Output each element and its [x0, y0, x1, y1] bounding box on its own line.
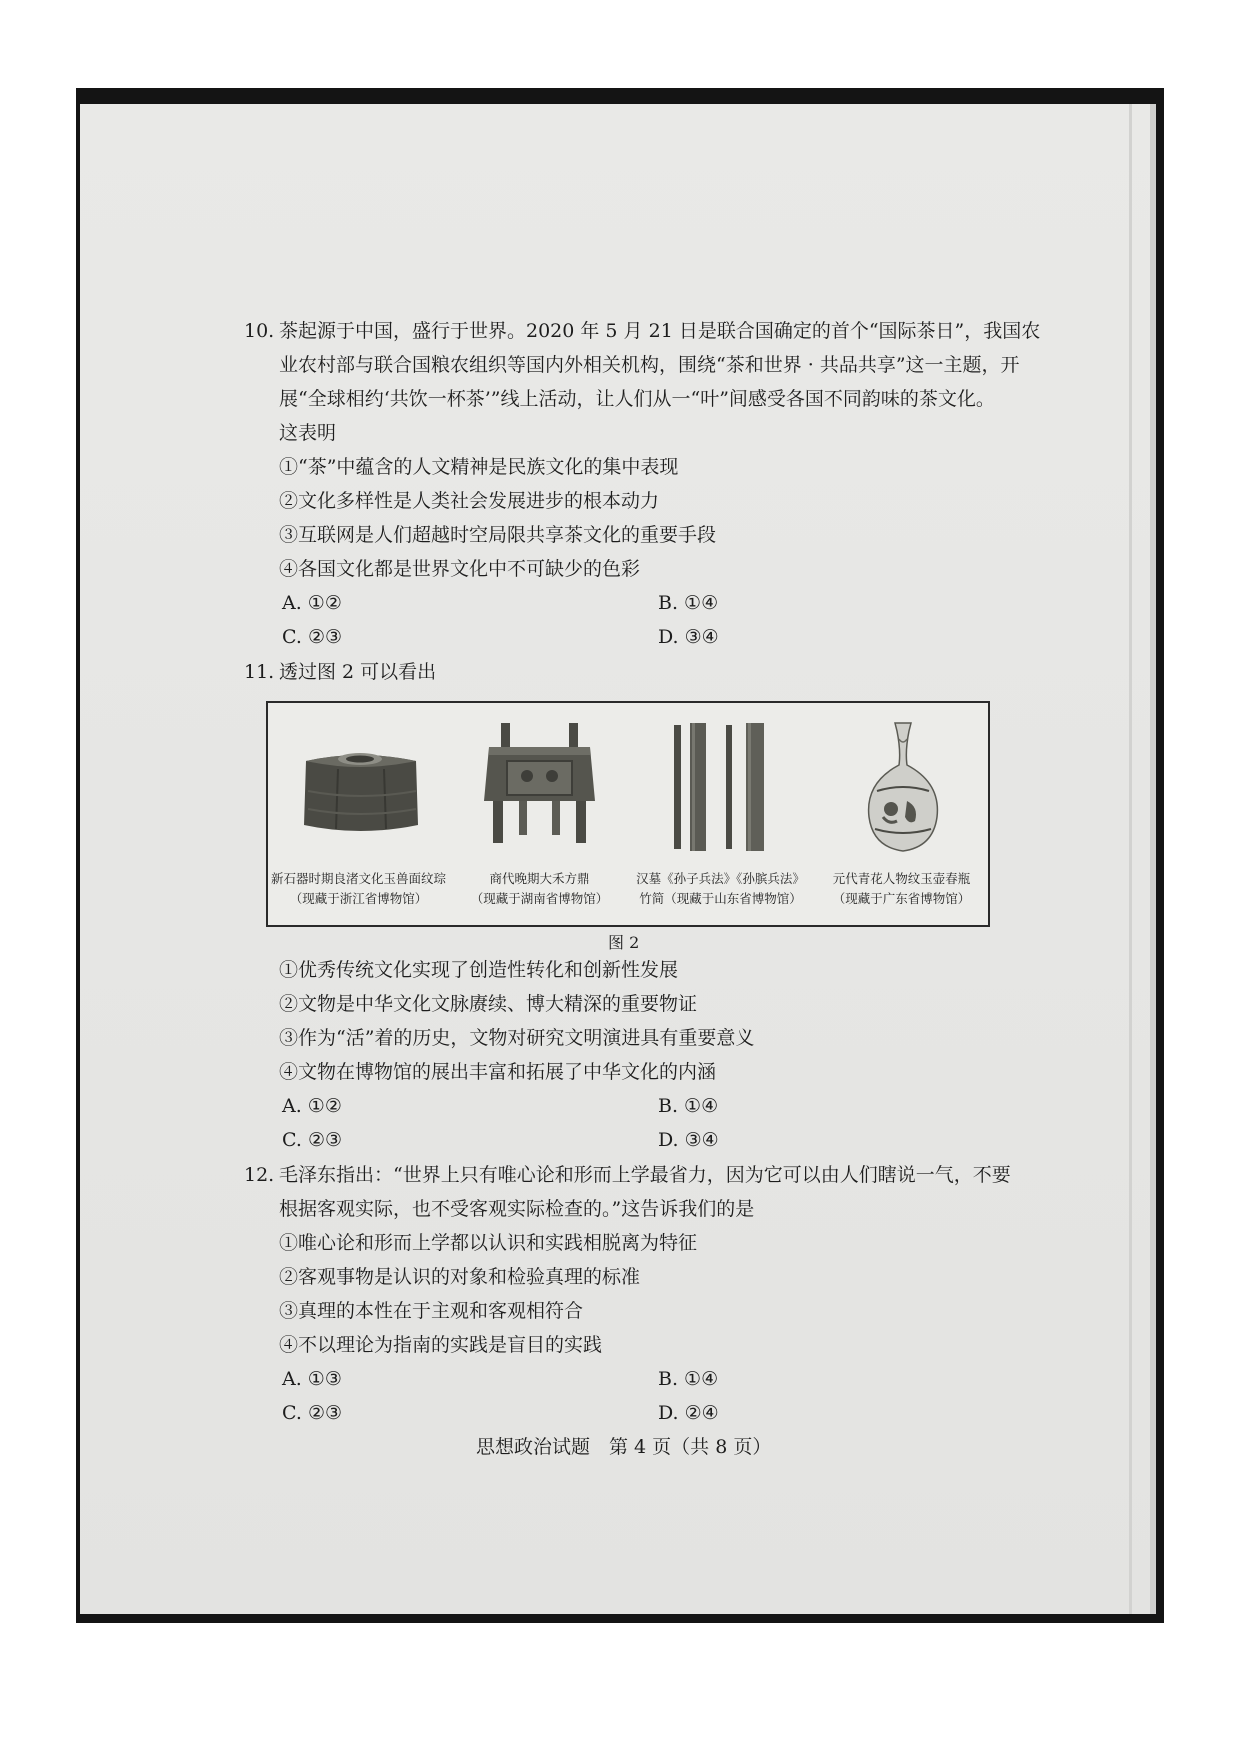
q11-statement-3: ③作为“活”着的历史，文物对研究文明演进具有重要意义 [279, 1027, 755, 1049]
jade-cong-caption-1: 新石器时期良渚文化玉兽面纹琮 [270, 871, 446, 886]
q11-statement-4: ④文物在博物馆的展出丰富和拓展了中华文化的内涵 [279, 1061, 717, 1083]
q10-stem-line-3: 展“全球相约‘共饮一杯茶’”线上活动，让人们从一“叶”间感受各国不同韵味的茶文化。 [279, 388, 995, 410]
q11-option-d: D. ③④ [658, 1129, 719, 1151]
bamboo-slips-image [630, 721, 811, 856]
bamboo-slips-caption-1: 汉墓《孙子兵法》《孙膑兵法》 [636, 871, 805, 886]
q12-stem-line-2: 根据客观实际，也不受客观实际检查的。”这告诉我们的是 [279, 1198, 755, 1220]
q10-stem-line-4: 这表明 [279, 422, 337, 444]
bronze-ding-caption-1: 商代晚期大禾方鼎 [489, 871, 590, 886]
q11-statement-2: ②文物是中华文化文脉赓续、博大精深的重要物证 [279, 993, 698, 1015]
q12-option-b: B. ①④ [658, 1368, 719, 1390]
q10-stem-line-2: 业农村部与联合国粮农组织等国内外相关机构，围绕“茶和世界 · 共品共享”这一主题，开 [279, 354, 1020, 376]
figure-item-bamboo-slips [630, 703, 811, 929]
bronze-ding-caption-2: （现藏于湖南省博物馆） [470, 891, 609, 906]
q12-statement-2: ②客观事物是认识的对象和检验真理的标准 [279, 1266, 641, 1288]
q12-option-d: D. ②④ [658, 1402, 719, 1424]
q10-statement-2: ②文化多样性是人类社会发展进步的根本动力 [279, 490, 660, 512]
porcelain-vase-caption-2: （现藏于广东省博物馆） [832, 891, 971, 906]
q10-option-a: A. ①② [282, 592, 342, 614]
q11-option-a: A. ①② [282, 1095, 342, 1117]
bronze-ding-image [449, 721, 630, 856]
q11-statement-1: ①优秀传统文化实现了创造性转化和创新性发展 [279, 959, 679, 981]
bamboo-slips-caption-2: 竹简（现藏于山东省博物馆） [639, 891, 802, 906]
q10-option-c: C. ②③ [282, 626, 343, 648]
porcelain-vase-image [811, 721, 992, 856]
figure-item-jade-cong [268, 703, 449, 929]
q10-option-b: B. ①④ [658, 592, 719, 614]
jade-cong-image [268, 721, 449, 856]
q11-stem: 透过图 2 可以看出 [279, 661, 437, 683]
q12-statement-3: ③真理的本性在于主观和客观相符合 [279, 1300, 584, 1322]
q10-stem-line-1: 茶起源于中国，盛行于世界。2020 年 5 月 21 日是联合国确定的首个“国际茶日”，我国农 [279, 320, 1041, 342]
q11-option-b: B. ①④ [658, 1095, 719, 1117]
figure-2 [266, 701, 990, 927]
q11-number: 11. [244, 661, 275, 683]
porcelain-vase-caption-1: 元代青花人物纹玉壶春瓶 [832, 871, 971, 886]
page-footer: 思想政治试题 第 4 页（共 8 页） [476, 1436, 772, 1458]
q12-stem-line-1: 毛泽东指出：“世界上只有唯心论和形而上学最省力，因为它可以由人们瞎说一气，不要 [279, 1164, 1011, 1186]
q11-option-c: C. ②③ [282, 1129, 343, 1151]
figure-2-label: 图 2 [608, 933, 640, 952]
figure-item-porcelain-vase [811, 703, 992, 929]
q12-number: 12. [244, 1164, 275, 1186]
q12-statement-4: ④不以理论为指南的实践是盲目的实践 [279, 1334, 603, 1356]
q12-statement-1: ①唯心论和形而上学都以认识和实践相脱离为特征 [279, 1232, 698, 1254]
q10-number: 10. [244, 320, 275, 342]
q10-statement-3: ③互联网是人们超越时空局限共享茶文化的重要手段 [279, 524, 717, 546]
q10-statement-4: ④各国文化都是世界文化中不可缺少的色彩 [279, 558, 641, 580]
q12-option-c: C. ②③ [282, 1402, 343, 1424]
jade-cong-caption-2: （现藏于浙江省博物馆） [289, 891, 428, 906]
figure-item-bronze-ding [449, 703, 630, 929]
q10-statement-1: ①“茶”中蕴含的人文精神是民族文化的集中表现 [279, 456, 679, 478]
q12-option-a: A. ①③ [282, 1368, 342, 1390]
q10-option-d: D. ③④ [658, 626, 719, 648]
